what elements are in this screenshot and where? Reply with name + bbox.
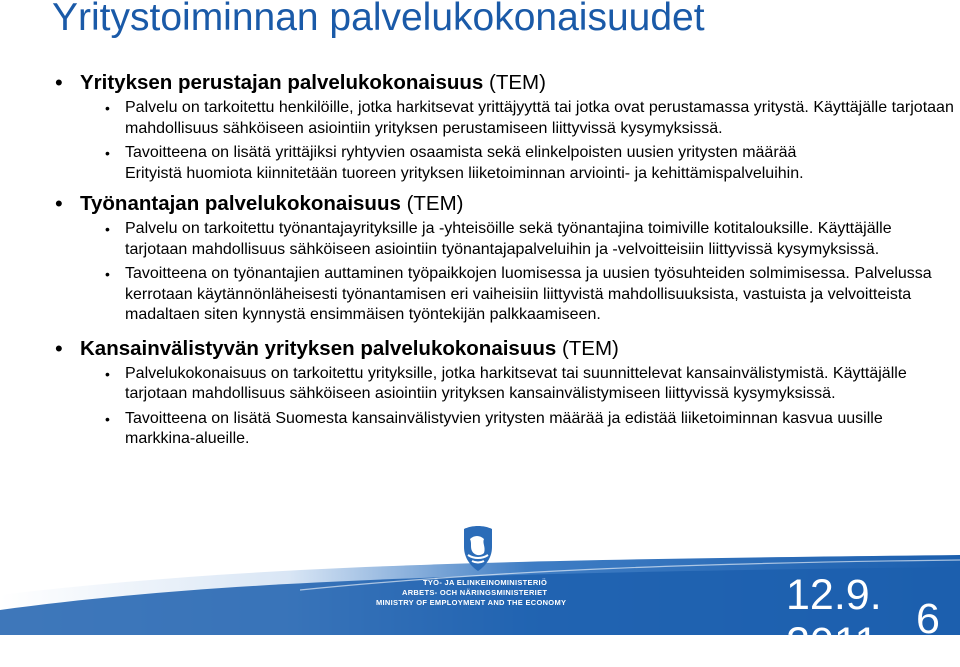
date-line-2: 2011 [786,619,879,667]
bullet-item [55,219,955,260]
page-number: 6 [916,595,940,643]
ministry-line: MINISTRY OF EMPLOYMENT AND THE ECONOMY [376,598,567,607]
bullet-text: • Tavoitteena on lisätä yrittäjiksi ryhtyvien osaamista sekä elinkelpoisten uusien yritysten määrää [125,144,797,161]
section-heading-2 [55,191,955,216]
bullet-item [55,98,955,139]
bullet-text: • Palvelu on tarkoitettu henkilöille, jotka harkitsevat yrittäjyyttä tai jotka ovat perustamassa yritystä. Käyttäjälle tarjotaan mahdollisuus sähköiseen asiointiin yrityksen perustamiseen liittyvissä kysymyksissä. [125,99,954,137]
lion-emblem-icon [458,525,498,573]
ministry-line: ARBETS- OCH NÄRINGSMINISTERIET [402,588,548,597]
ministry-name [376,578,616,608]
section-heading-bold: Kansainvälistyvän yrityksen palvelukokonaisuus [80,336,557,360]
section-heading-tail: (TEM) [400,192,464,215]
section-heading-tail: (TEM) [483,71,546,94]
page-title: Yritystoiminnan palvelukokonaisuudet [52,0,705,39]
section-heading-tail: (TEM) [556,336,619,360]
bullet-item [55,143,955,184]
content [55,64,955,454]
ministry-line: TYÖ- JA ELINKEINOMINISTERIÖ [423,578,548,587]
bullet-item [55,364,955,405]
section-heading-bold: Yrityksen perustajan palvelukokonaisuus [80,71,484,94]
bullet-text: • Palvelu on tarkoitettu työnantajayrityksille ja -yhteisöille sekä työnantajina toimiville kotitalouksille. Käyttäjälle tarjotaan mahdollisuus sähköiseen asiointiin työnantajapalveluihin ja -velvoitteisiin liittyvissä kysymyksissä. [125,220,892,258]
bullet-text: • Tavoitteena on lisätä Suomesta kansainvälistyvien yritysten määrää ja edistää liiketoiminnan kasvua uusille markkina-alueille. [125,409,883,447]
bullet-text: Erityistä huomiota kiinnitetään tuoreen yrityksen liiketoiminnan arviointi- ja kehittämispalveluihin. [125,164,804,182]
bullet-item [55,409,955,450]
bullet-text: • Tavoitteena on työnantajien auttaminen työpaikkojen luomisessa ja uusien työsuhteiden solmimisessa. Palvelussa kerrotaan käytännönläheisesti työnantamisen eri vaiheisiin liittyvistä mahdollisuuksista, vastuista ja velvoitteista madaltaen siten kynnystä ensimmäisen työntekijän palkkaamiseen. [125,265,932,323]
section-heading-bold: Työnantajan palvelukokonaisuus [80,192,401,215]
bullet-text: • Palvelukokonaisuus on tarkoitettu yrityksille, jotka harkitsevat tai suunnittelevat kansainvälistymistä. Käyttäjälle tarjotaan mahdollisuus sähköiseen asiointiin yrityksen kansainvälistymiseen liittyvissä kysymyksissä. [125,364,907,402]
date-line-1: 12.9. [786,571,882,619]
section-heading-3 [55,336,955,361]
section-heading-1 [55,70,955,95]
bullet-item [55,264,955,326]
